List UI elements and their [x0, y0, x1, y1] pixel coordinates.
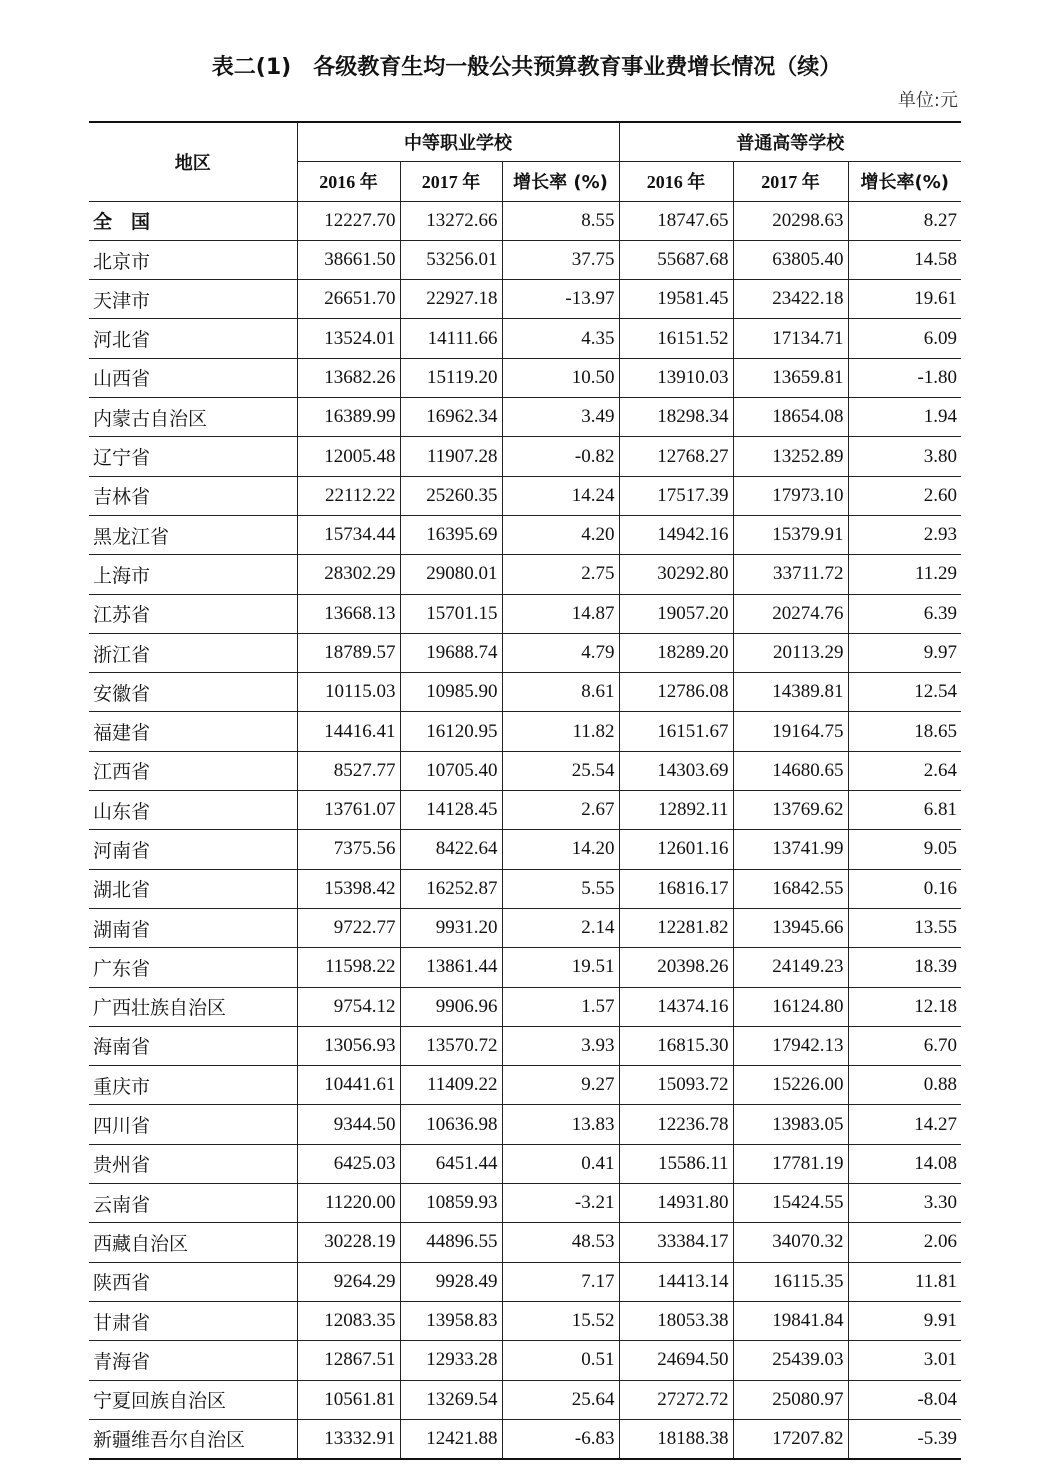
value-cell: 16395.69 — [400, 515, 502, 554]
value-cell: 14.58 — [848, 240, 961, 279]
value-cell: -6.83 — [502, 1419, 619, 1459]
value-cell: 22112.22 — [297, 476, 400, 515]
region-cell: 新疆维吾尔自治区 — [89, 1419, 297, 1459]
region-cell: 海南省 — [89, 1026, 297, 1065]
value-cell: 19688.74 — [400, 633, 502, 672]
value-cell: 16815.30 — [619, 1026, 733, 1065]
value-cell: 13861.44 — [400, 948, 502, 987]
region-cell: 河南省 — [89, 830, 297, 869]
value-cell: 11220.00 — [297, 1184, 400, 1223]
value-cell: 16120.95 — [400, 712, 502, 751]
header-g1-rate: 增长率 (%) — [502, 162, 619, 201]
value-cell: 1.57 — [502, 987, 619, 1026]
value-cell: 27272.72 — [619, 1380, 733, 1419]
value-cell: -5.39 — [848, 1419, 961, 1459]
value-cell: 17781.19 — [733, 1144, 848, 1183]
table-row — [89, 555, 961, 594]
region-cell: 内蒙古自治区 — [89, 398, 297, 437]
value-cell: 14942.16 — [619, 515, 733, 554]
table-row — [89, 1184, 961, 1223]
value-cell: 12421.88 — [400, 1419, 502, 1459]
value-cell: 8.55 — [502, 201, 619, 240]
value-cell: 15093.72 — [619, 1066, 733, 1105]
value-cell: 10859.93 — [400, 1184, 502, 1223]
value-cell: 24149.23 — [733, 948, 848, 987]
value-cell: 23422.18 — [733, 280, 848, 319]
value-cell: 19057.20 — [619, 594, 733, 633]
value-cell: 11.81 — [848, 1262, 961, 1301]
value-cell: -3.21 — [502, 1184, 619, 1223]
value-cell: 13945.66 — [733, 908, 848, 947]
header-group-higher-education: 普通高等学校 — [619, 122, 961, 162]
value-cell: 3.30 — [848, 1184, 961, 1223]
value-cell: 20113.29 — [733, 633, 848, 672]
value-cell: 16115.35 — [733, 1262, 848, 1301]
value-cell: 18747.65 — [619, 201, 733, 240]
value-cell: 11.29 — [848, 555, 961, 594]
value-cell: 55687.68 — [619, 240, 733, 279]
value-cell: 14111.66 — [400, 319, 502, 358]
value-cell: 18.39 — [848, 948, 961, 987]
value-cell: 16151.67 — [619, 712, 733, 751]
value-cell: 18289.20 — [619, 633, 733, 672]
value-cell: 16816.17 — [619, 869, 733, 908]
value-cell: 25080.97 — [733, 1380, 848, 1419]
value-cell: 19.61 — [848, 280, 961, 319]
value-cell: 10636.98 — [400, 1105, 502, 1144]
value-cell: 13741.99 — [733, 830, 848, 869]
value-cell: 63805.40 — [733, 240, 848, 279]
region-cell: 安徽省 — [89, 673, 297, 712]
region-cell: 山西省 — [89, 358, 297, 397]
value-cell: -1.80 — [848, 358, 961, 397]
value-cell: 24694.50 — [619, 1341, 733, 1380]
region-cell: 贵州省 — [89, 1144, 297, 1183]
table-row — [89, 1419, 961, 1459]
table-row — [89, 908, 961, 947]
table-row — [89, 515, 961, 554]
value-cell: 18053.38 — [619, 1301, 733, 1340]
value-cell: 12281.82 — [619, 908, 733, 947]
header-group-secondary-vocational: 中等职业学校 — [297, 122, 619, 162]
value-cell: 11409.22 — [400, 1066, 502, 1105]
region-cell: 黑龙江省 — [89, 515, 297, 554]
value-cell: 19.51 — [502, 948, 619, 987]
region-cell: 湖南省 — [89, 908, 297, 947]
table-row — [89, 673, 961, 712]
value-cell: 10441.61 — [297, 1066, 400, 1105]
table-row — [89, 594, 961, 633]
header-g1-2016: 2016 年 — [297, 162, 400, 201]
value-cell: 12892.11 — [619, 791, 733, 830]
value-cell: 12236.78 — [619, 1105, 733, 1144]
value-cell: 8.27 — [848, 201, 961, 240]
value-cell: 16151.52 — [619, 319, 733, 358]
value-cell: 6.09 — [848, 319, 961, 358]
value-cell: 13668.13 — [297, 594, 400, 633]
value-cell: 13524.01 — [297, 319, 400, 358]
value-cell: 10985.90 — [400, 673, 502, 712]
region-cell: 西藏自治区 — [89, 1223, 297, 1262]
value-cell: 10561.81 — [297, 1380, 400, 1419]
value-cell: 19581.45 — [619, 280, 733, 319]
value-cell: 15.52 — [502, 1301, 619, 1340]
value-cell: 13958.83 — [400, 1301, 502, 1340]
value-cell: 3.93 — [502, 1026, 619, 1065]
table-row — [89, 319, 961, 358]
value-cell: 9.27 — [502, 1066, 619, 1105]
value-cell: 13272.66 — [400, 201, 502, 240]
value-cell: 8527.77 — [297, 751, 400, 790]
value-cell: 15701.15 — [400, 594, 502, 633]
value-cell: 2.14 — [502, 908, 619, 947]
unit-label: 单位:元 — [897, 90, 958, 111]
value-cell: 4.20 — [502, 515, 619, 554]
value-cell: 5.55 — [502, 869, 619, 908]
value-cell: 0.41 — [502, 1144, 619, 1183]
value-cell: 38661.50 — [297, 240, 400, 279]
table-row — [89, 201, 961, 240]
value-cell: 14.08 — [848, 1144, 961, 1183]
value-cell: 6.39 — [848, 594, 961, 633]
value-cell: 16842.55 — [733, 869, 848, 908]
value-cell: 12083.35 — [297, 1301, 400, 1340]
region-cell: 吉林省 — [89, 476, 297, 515]
value-cell: 25.54 — [502, 751, 619, 790]
value-cell: 14303.69 — [619, 751, 733, 790]
region-cell: 山东省 — [89, 791, 297, 830]
value-cell: 25260.35 — [400, 476, 502, 515]
value-cell: 22927.18 — [400, 280, 502, 319]
value-cell: 6425.03 — [297, 1144, 400, 1183]
value-cell: 9906.96 — [400, 987, 502, 1026]
value-cell: 14416.41 — [297, 712, 400, 751]
value-cell: 6.70 — [848, 1026, 961, 1065]
value-cell: 15586.11 — [619, 1144, 733, 1183]
value-cell: 18789.57 — [297, 633, 400, 672]
value-cell: 10.50 — [502, 358, 619, 397]
value-cell: 2.75 — [502, 555, 619, 594]
value-cell: 9.05 — [848, 830, 961, 869]
region-cell: 福建省 — [89, 712, 297, 751]
value-cell: 13056.93 — [297, 1026, 400, 1065]
value-cell: 7375.56 — [297, 830, 400, 869]
value-cell: 30292.80 — [619, 555, 733, 594]
value-cell: 13332.91 — [297, 1419, 400, 1459]
value-cell: 10115.03 — [297, 673, 400, 712]
value-cell: 13761.07 — [297, 791, 400, 830]
value-cell: 15226.00 — [733, 1066, 848, 1105]
region-cell: 云南省 — [89, 1184, 297, 1223]
table-row — [89, 437, 961, 476]
value-cell: 18654.08 — [733, 398, 848, 437]
value-cell: 15734.44 — [297, 515, 400, 554]
data-table — [89, 121, 961, 1460]
value-cell: 3.01 — [848, 1341, 961, 1380]
value-cell: 1.94 — [848, 398, 961, 437]
value-cell: 4.35 — [502, 319, 619, 358]
value-cell: 10705.40 — [400, 751, 502, 790]
header-g2-2016: 2016 年 — [619, 162, 733, 201]
table-row — [89, 712, 961, 751]
value-cell: 48.53 — [502, 1223, 619, 1262]
value-cell: 6451.44 — [400, 1144, 502, 1183]
region-cell: 天津市 — [89, 280, 297, 319]
table-row — [89, 240, 961, 279]
table-row — [89, 1262, 961, 1301]
value-cell: 14374.16 — [619, 987, 733, 1026]
value-cell: 17134.71 — [733, 319, 848, 358]
value-cell: 16124.80 — [733, 987, 848, 1026]
value-cell: 25.64 — [502, 1380, 619, 1419]
value-cell: 12005.48 — [297, 437, 400, 476]
value-cell: 9344.50 — [297, 1105, 400, 1144]
value-cell: 13659.81 — [733, 358, 848, 397]
value-cell: 9264.29 — [297, 1262, 400, 1301]
value-cell: 18.65 — [848, 712, 961, 751]
value-cell: 12227.70 — [297, 201, 400, 240]
table-row — [89, 791, 961, 830]
region-cell: 江西省 — [89, 751, 297, 790]
value-cell: 13252.89 — [733, 437, 848, 476]
value-cell: 20398.26 — [619, 948, 733, 987]
value-cell: 9931.20 — [400, 908, 502, 947]
value-cell: 13910.03 — [619, 358, 733, 397]
table-row — [89, 830, 961, 869]
region-cell: 甘肃省 — [89, 1301, 297, 1340]
value-cell: 12601.16 — [619, 830, 733, 869]
table-row — [89, 948, 961, 987]
value-cell: 15379.91 — [733, 515, 848, 554]
value-cell: 3.49 — [502, 398, 619, 437]
value-cell: 9.97 — [848, 633, 961, 672]
region-cell: 河北省 — [89, 319, 297, 358]
value-cell: 2.93 — [848, 515, 961, 554]
region-cell: 浙江省 — [89, 633, 297, 672]
value-cell: 2.06 — [848, 1223, 961, 1262]
value-cell: 12.54 — [848, 673, 961, 712]
page-title: 表二(1) 各级教育生均一般公共预算教育事业费增长情况（续） — [211, 55, 842, 80]
table-row — [89, 987, 961, 1026]
table-row — [89, 1223, 961, 1262]
value-cell: 34070.32 — [733, 1223, 848, 1262]
value-cell: 17517.39 — [619, 476, 733, 515]
value-cell: 18188.38 — [619, 1419, 733, 1459]
value-cell: 13983.05 — [733, 1105, 848, 1144]
value-cell: 15424.55 — [733, 1184, 848, 1223]
region-cell: 宁夏回族自治区 — [89, 1380, 297, 1419]
value-cell: 6.81 — [848, 791, 961, 830]
header-g1-2017: 2017 年 — [400, 162, 502, 201]
value-cell: 20298.63 — [733, 201, 848, 240]
value-cell: 25439.03 — [733, 1341, 848, 1380]
value-cell: 14.24 — [502, 476, 619, 515]
region-cell: 四川省 — [89, 1105, 297, 1144]
value-cell: 29080.01 — [400, 555, 502, 594]
value-cell: 9.91 — [848, 1301, 961, 1340]
value-cell: 9928.49 — [400, 1262, 502, 1301]
value-cell: 2.64 — [848, 751, 961, 790]
value-cell: 0.16 — [848, 869, 961, 908]
value-cell: 28302.29 — [297, 555, 400, 594]
value-cell: 12786.08 — [619, 673, 733, 712]
value-cell: 14.87 — [502, 594, 619, 633]
value-cell: 8422.64 — [400, 830, 502, 869]
value-cell: 11.82 — [502, 712, 619, 751]
value-cell: 0.88 — [848, 1066, 961, 1105]
value-cell: 7.17 — [502, 1262, 619, 1301]
table-row — [89, 1026, 961, 1065]
region-cell: 青海省 — [89, 1341, 297, 1380]
value-cell: 9754.12 — [297, 987, 400, 1026]
value-cell: 15119.20 — [400, 358, 502, 397]
value-cell: 2.60 — [848, 476, 961, 515]
value-cell: 14931.80 — [619, 1184, 733, 1223]
value-cell: -8.04 — [848, 1380, 961, 1419]
value-cell: 17207.82 — [733, 1419, 848, 1459]
value-cell: 13.55 — [848, 908, 961, 947]
value-cell: 16389.99 — [297, 398, 400, 437]
table-row — [89, 1341, 961, 1380]
header-row-group — [89, 122, 961, 162]
value-cell: 19164.75 — [733, 712, 848, 751]
value-cell: 37.75 — [502, 240, 619, 279]
table-row — [89, 1066, 961, 1105]
value-cell: 33711.72 — [733, 555, 848, 594]
value-cell: 12768.27 — [619, 437, 733, 476]
region-cell: 江苏省 — [89, 594, 297, 633]
value-cell: 12.18 — [848, 987, 961, 1026]
value-cell: 12867.51 — [297, 1341, 400, 1380]
value-cell: 14.20 — [502, 830, 619, 869]
table-row — [89, 1380, 961, 1419]
value-cell: 11598.22 — [297, 948, 400, 987]
value-cell: 13682.26 — [297, 358, 400, 397]
value-cell: 4.79 — [502, 633, 619, 672]
region-cell: 全 国 — [89, 201, 297, 240]
header-g2-2017: 2017 年 — [733, 162, 848, 201]
header-g2-rate: 增长率(%) — [848, 162, 961, 201]
region-cell: 重庆市 — [89, 1066, 297, 1105]
value-cell: 13570.72 — [400, 1026, 502, 1065]
value-cell: 14128.45 — [400, 791, 502, 830]
value-cell: 44896.55 — [400, 1223, 502, 1262]
region-cell: 广西壮族自治区 — [89, 987, 297, 1026]
value-cell: 18298.34 — [619, 398, 733, 437]
value-cell: 0.51 — [502, 1341, 619, 1380]
region-cell: 北京市 — [89, 240, 297, 279]
value-cell: 30228.19 — [297, 1223, 400, 1262]
value-cell: 14389.81 — [733, 673, 848, 712]
table-row — [89, 751, 961, 790]
value-cell: 13.83 — [502, 1105, 619, 1144]
value-cell: 15398.42 — [297, 869, 400, 908]
value-cell: 14680.65 — [733, 751, 848, 790]
region-cell: 广东省 — [89, 948, 297, 987]
header-region: 地区 — [89, 122, 297, 201]
value-cell: 14.27 — [848, 1105, 961, 1144]
value-cell: 8.61 — [502, 673, 619, 712]
value-cell: 26651.70 — [297, 280, 400, 319]
region-cell: 陕西省 — [89, 1262, 297, 1301]
value-cell: 17942.13 — [733, 1026, 848, 1065]
table-row — [89, 1105, 961, 1144]
value-cell: 19841.84 — [733, 1301, 848, 1340]
value-cell: 3.80 — [848, 437, 961, 476]
value-cell: 53256.01 — [400, 240, 502, 279]
value-cell: 16962.34 — [400, 398, 502, 437]
table-row — [89, 1301, 961, 1340]
table-body — [89, 201, 961, 1459]
value-cell: 13769.62 — [733, 791, 848, 830]
value-cell: 17973.10 — [733, 476, 848, 515]
table-row — [89, 280, 961, 319]
value-cell: -13.97 — [502, 280, 619, 319]
table-row — [89, 358, 961, 397]
value-cell: 13269.54 — [400, 1380, 502, 1419]
value-cell: 33384.17 — [619, 1223, 733, 1262]
value-cell: 14413.14 — [619, 1262, 733, 1301]
table-row — [89, 869, 961, 908]
value-cell: 12933.28 — [400, 1341, 502, 1380]
table-row — [89, 633, 961, 672]
value-cell: 2.67 — [502, 791, 619, 830]
region-cell: 上海市 — [89, 555, 297, 594]
value-cell: 11907.28 — [400, 437, 502, 476]
value-cell: 16252.87 — [400, 869, 502, 908]
value-cell: 9722.77 — [297, 908, 400, 947]
region-cell: 辽宁省 — [89, 437, 297, 476]
table-row — [89, 476, 961, 515]
table-row — [89, 398, 961, 437]
table-row — [89, 1144, 961, 1183]
value-cell: -0.82 — [502, 437, 619, 476]
value-cell: 20274.76 — [733, 594, 848, 633]
region-cell: 湖北省 — [89, 869, 297, 908]
